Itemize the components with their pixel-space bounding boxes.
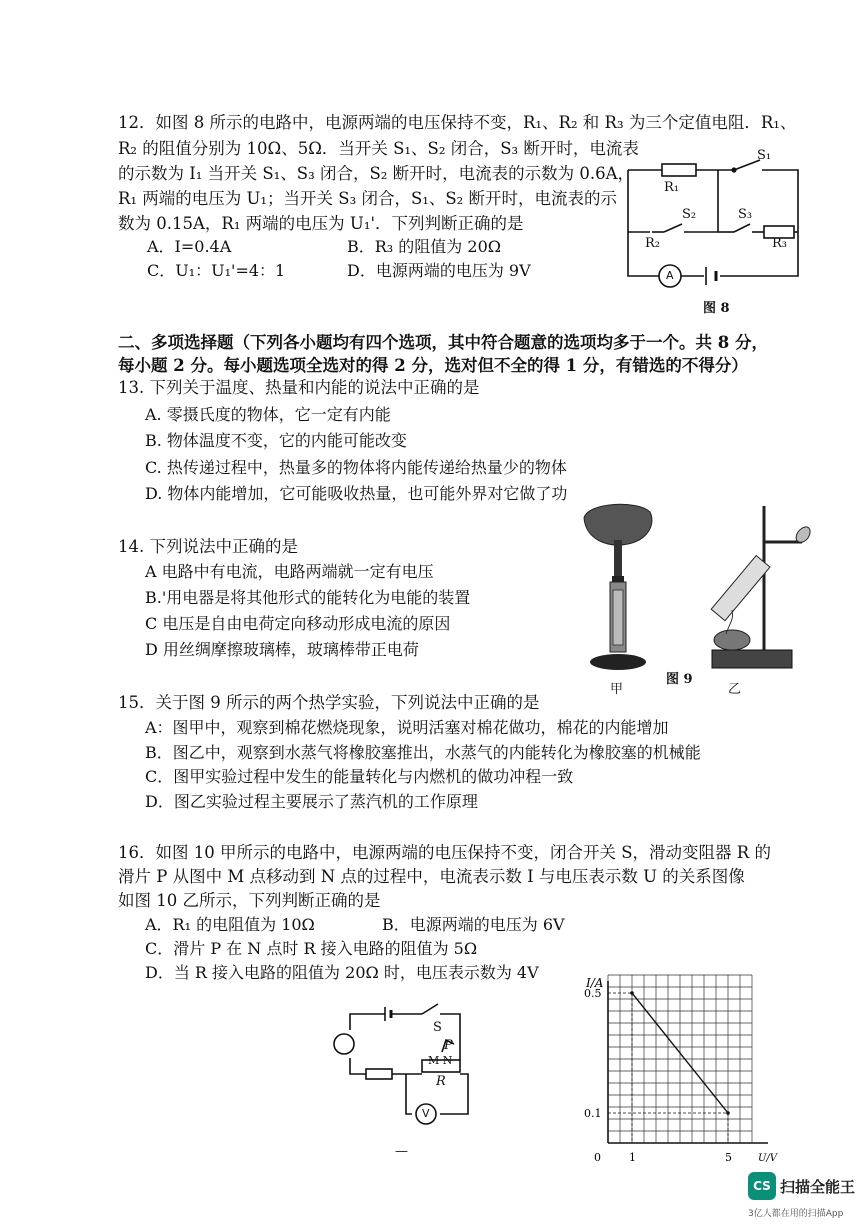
fig8-s1-label: S₁ [757,148,772,163]
q14-option-a: A 电路中有电流，电路两端就一定有电压 [145,562,434,581]
q16-line1: 16．如图 10 甲所示的电路中，电源两端的电压保持不变，闭合开关 S，滑动变阻器 R 的 [118,843,771,862]
section2-heading-line1: 二、多项选择题（下列各小题均有四个选项，其中符合题意的选项均多于一个。共 8 分， [118,333,768,352]
scanner-watermark [748,1172,858,1222]
q15-option-d: D．图乙实验过程主要展示了蒸汽机的工作原理 [145,792,478,811]
x-tick-label: 1 [629,1151,636,1164]
fig8-ammeter-label: A [666,269,674,282]
section2-heading-line2: 每小题 2 分。每小题选项全选对的得 2 分，选对但不全的得 1 分，有错选的不得分） [118,356,748,375]
x-tick-label: 0 [594,1151,601,1164]
q13-option-b: B. 物体温度不变，它的内能可能改变 [145,431,407,450]
q16-option-c: C．滑片 P 在 N 点时 R 接入电路的阻值为 5Ω [145,939,478,958]
figure-9-piston-apparatus [578,500,658,675]
figure-8-circuit [622,152,812,292]
q16-line2: 滑片 P 从图中 M 点移动到 N 点的过程中，电流表示数 I 与电压表示数 U 的关系图像 [118,867,745,886]
q12-line1: 12．如图 8 所示的电路中，电源两端的电压保持不变，R₁、R₂ 和 R₃ 为三个定值电阻．R₁、 [118,113,797,132]
fig10-switch-label: S [433,1020,442,1035]
fig9-yi-label: 乙 [728,682,742,697]
fig9-jia-label: 甲 [610,682,624,697]
x-tick-label: 5 [725,1151,732,1164]
q13-stem: 13. 下列关于温度、热量和内能的说法中正确的是 [118,378,480,397]
y-tick-label: 0.1 [584,1107,602,1120]
fig10-voltmeter-label: V [422,1107,430,1120]
fig8-s3-label: S₃ [738,207,753,222]
q16-line3: 如图 10 乙所示，下列判断正确的是 [118,891,381,910]
fig8-s2-label: S₂ [682,207,697,222]
q14-option-b: B.'用电器是将其他形式的能转化为电能的装置 [145,588,471,607]
x-axis-label: U/V [758,1153,778,1164]
q12-option-b: B．R₃ 的阻值为 20Ω [347,237,502,256]
q16-option-a: A．R₁ 的电阻值为 10Ω [145,915,315,934]
fig10-r-label: R [436,1074,446,1089]
y-tick-label: 0.5 [584,987,602,1000]
chart-grid [608,975,752,1143]
q12-line5: 数为 0.15A，R₁ 两端的电压为 U₁'．下列判断正确的是 [118,214,524,233]
figure-10-iu-graph [580,965,780,1165]
q15-option-b: B．图乙中，观察到水蒸气将橡胶塞推出，水蒸气的内能转化为橡胶塞的机械能 [145,743,701,762]
q15-option-a: A：图甲中，观察到棉花燃烧现象，说明活塞对棉花做功，棉花的内能增加 [145,718,669,737]
fig8-r3-label: R₃ [772,236,787,251]
q13-option-a: A. 零摄氏度的物体，它一定有内能 [145,405,391,424]
scanner-tagline: 3亿人都在用的扫描App [748,1209,844,1219]
chart-series [608,991,730,1143]
data-point [726,1111,730,1115]
q14-option-d: D 用丝绸摩擦玻璃棒，玻璃棒带正电荷 [145,640,419,659]
fig8-caption: 图 8 [703,301,730,316]
fig10-slider-label: P [444,1038,453,1053]
q12-option-d: D．电源两端的电压为 9V [347,261,531,280]
q12-line3: 的示数为 I₁ 当开关 S₁、S₃ 闭合，S₂ 断开时，电流表的示数为 0.6A， [118,164,635,183]
scanner-logo-icon: CS [748,1172,776,1200]
fig10-jia-mark: — [395,1144,408,1159]
q12-line2: R₂ 的阻值分别为 10Ω、5Ω．当开关 S₁、S₂ 闭合，S₃ 断开时，电流表 [118,139,639,158]
fig8-r1-label: R₁ [664,180,679,195]
q13-option-d: D. 物体内能增加，它可能吸收热量，也可能外界对它做了功 [145,484,568,503]
scanner-app-name: 扫描全能王 [780,1178,856,1196]
y-axis-label: I/A [586,976,604,990]
q12-option-a: A．I=0.4A [147,237,232,256]
fig10-mn-label: M N [428,1054,453,1067]
q15-stem: 15．关于图 9 所示的两个热学实验，下列说法中正确的是 [118,693,540,712]
q13-option-c: C. 热传递过程中，热量多的物体将内能传递给热量少的物体 [145,458,567,477]
fig9-caption: 图 9 [666,672,693,687]
q15-option-c: C．图甲实验过程中发生的能量转化与内燃机的做功冲程一致 [145,767,574,786]
q12-option-c: C．U₁：U₁'=4：1 [147,261,286,280]
q16-option-d: D．当 R 接入电路的阻值为 20Ω 时，电压表示数为 4V [145,963,539,982]
q14-option-c: C 电压是自由电荷定向移动形成电流的原因 [145,614,451,633]
fig8-r2-label: R₂ [645,236,660,251]
q12-line4: R₁ 两端的电压为 U₁；当开关 S₃ 闭合，S₁、S₂ 断开时，电流表的示 [118,189,618,208]
figure-10-circuit [330,1000,480,1150]
q16-option-b: B．电源两端的电压为 6V [382,915,565,934]
q14-stem: 14. 下列说法中正确的是 [118,537,298,556]
data-point [630,991,634,995]
chart-tick-labels [584,976,779,1164]
figure-9-test-tube-apparatus [702,502,822,677]
